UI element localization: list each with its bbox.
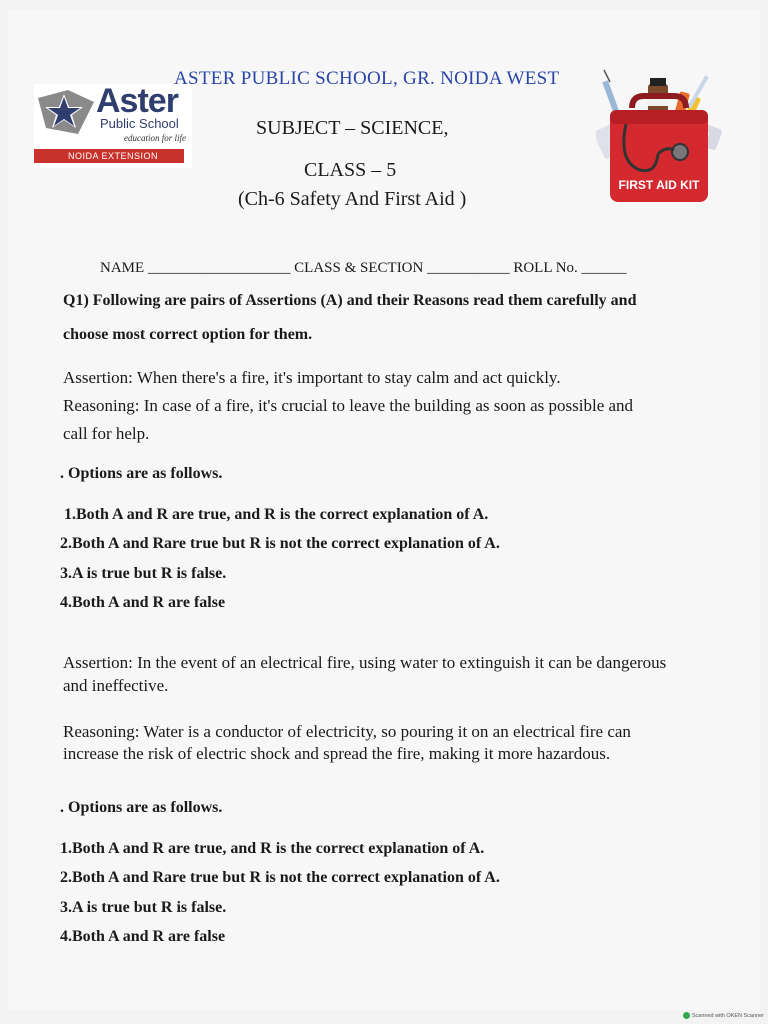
pair2-option-3: 3.A is true but R is false. [60, 899, 227, 916]
subject-line: SUBJECT – SCIENCE, [256, 117, 449, 139]
logo-tagline: education for life [124, 133, 186, 143]
pair2-option-1: 1.Both A and R are true, and R is the correct explanation of A. [60, 840, 485, 857]
pair1-option-2: 2.Both A and Rare true but R is not the correct explanation of A. [60, 535, 500, 552]
scanner-watermark [683, 1012, 764, 1019]
question-text-line1: Q1) Following are pairs of Assertions (A) and their Reasons read them carefully and [63, 292, 637, 309]
logo-band: NOIDA EXTENSION [34, 149, 184, 163]
pair1-options-heading: . Options are as follows. [60, 465, 223, 482]
pair2-option-2: 2.Both A and Rare true but R is not the correct explanation of A. [60, 869, 500, 886]
pair1-assertion: Assertion: When there's a fire, it's important to stay calm and act quickly. [63, 368, 561, 387]
pair2-option-4: 4.Both A and R are false [60, 928, 226, 945]
school-logo [34, 84, 192, 168]
kit-label: FIRST AID KIT [618, 178, 700, 192]
pair2-assertion-line1: Assertion: In the event of an electrical fire, using water to extinguish it can be dangerous [63, 653, 667, 672]
student-fields-line: NAME ___________________ CLASS & SECTION ___________ ROLL No. ______ [100, 260, 627, 276]
pair2-reasoning-line2: increase the risk of electric shock and spread the fire, making it more hazardous. [63, 744, 611, 763]
logo-brand: Aster [96, 82, 178, 120]
pair2-reasoning-line1: Reasoning: Water is a conductor of electricity, so pouring it on an electrical fire can [63, 722, 631, 741]
first-aid-kit-icon [596, 66, 726, 208]
pair1-reasoning-line1: Reasoning: In case of a fire, it's crucial to leave the building as soon as possible and [63, 396, 634, 415]
chapter-line: (Ch-6 Safety And First Aid ) [238, 188, 467, 210]
pair2-assertion-line2: and ineffective. [63, 676, 169, 695]
scanner-logo-icon [683, 1012, 690, 1019]
star-logo-icon [38, 88, 94, 134]
pair1-option-3: 3.A is true but R is false. [60, 565, 227, 582]
class-line: CLASS – 5 [304, 159, 397, 181]
pair1-reasoning-line2: call for help. [63, 424, 150, 443]
logo-subtitle: Public School [100, 116, 179, 131]
question-text-line2: choose most correct option for them. [63, 326, 313, 343]
pair2-options-heading: . Options are as follows. [60, 799, 223, 816]
scanner-text: Scanned with OKEN Scanner [691, 1012, 764, 1019]
pair1-option-4: 4.Both A and R are false [60, 594, 226, 611]
pair1-option-1: 1.Both A and R are true, and R is the correct explanation of A. [64, 506, 489, 523]
school-title: ASTER PUBLIC SCHOOL, GR. NOIDA WEST [174, 68, 560, 89]
